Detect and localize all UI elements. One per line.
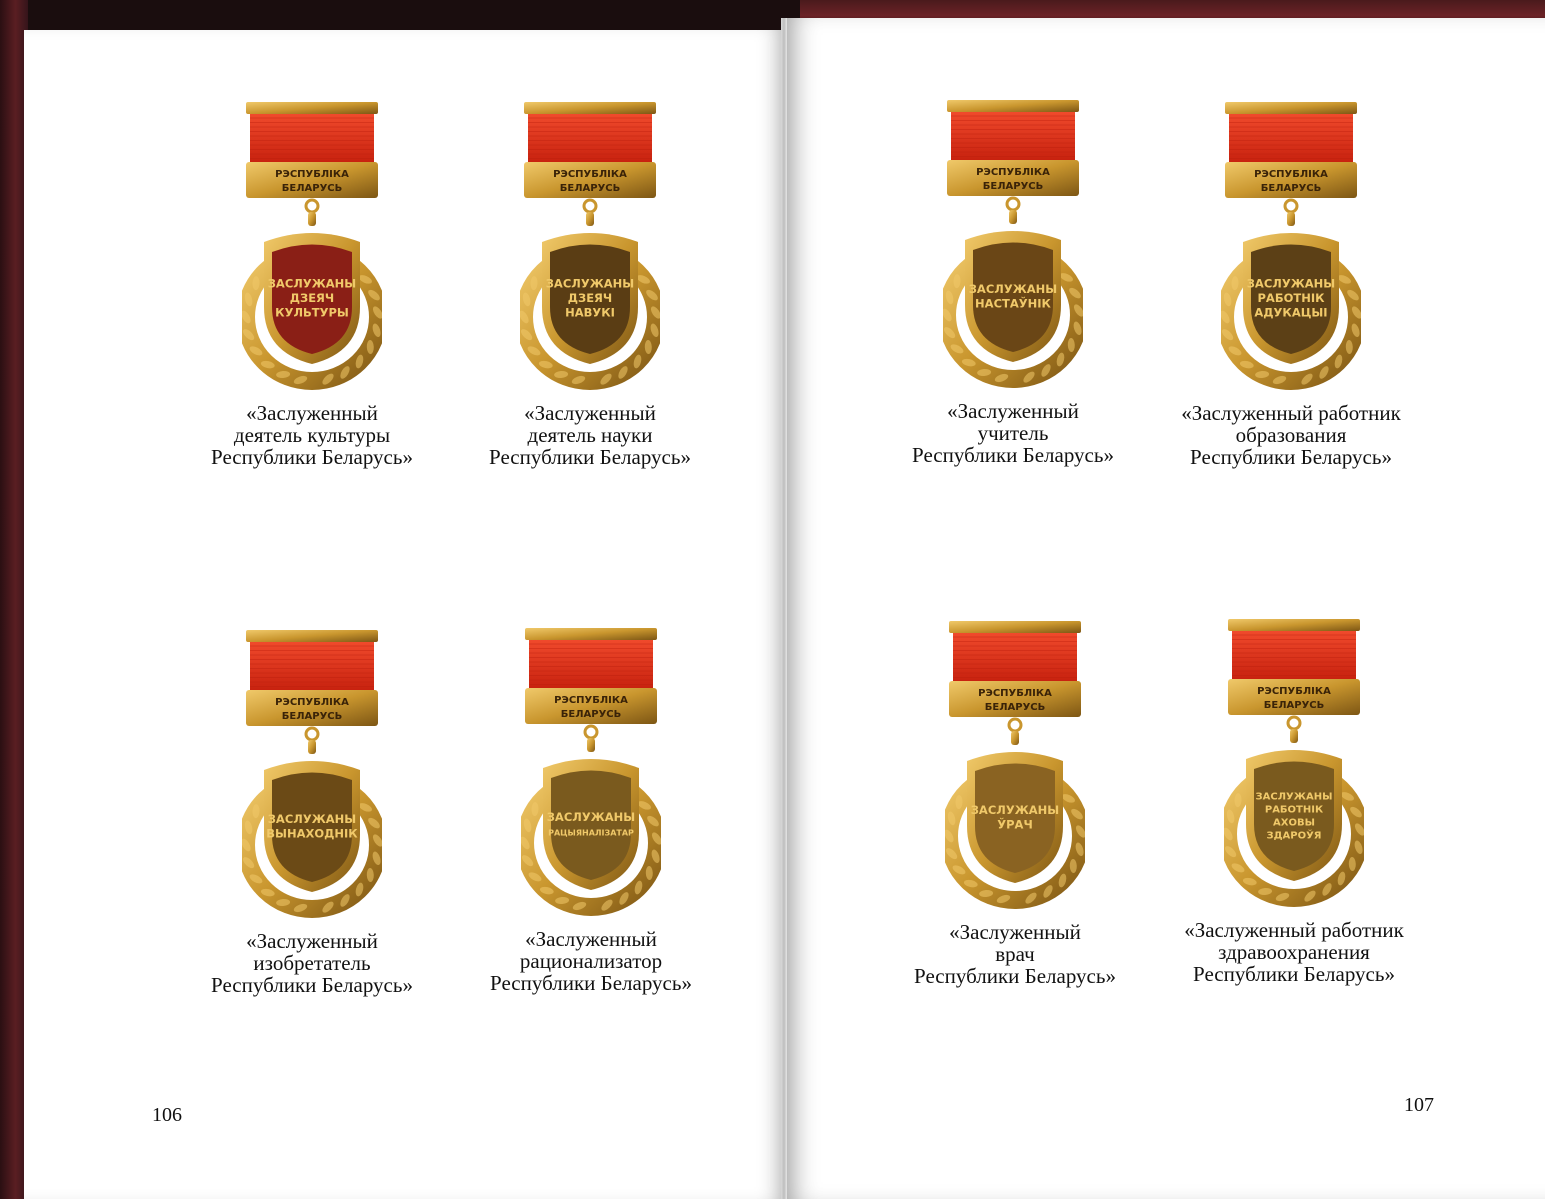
medal-shield-text: ДЗЕЯЧ (567, 291, 613, 305)
caption-line: «Заслуженный (246, 401, 378, 425)
caption-line: «Заслуженный работник (1181, 401, 1401, 425)
medal-top-bar (246, 102, 378, 114)
medal-entry (1164, 619, 1424, 1019)
medal-bar-text: БЕЛАРУСЬ (281, 711, 343, 722)
medal-image (242, 630, 382, 920)
medal-top-bar (949, 621, 1081, 633)
medal-caption (460, 402, 720, 468)
medal-shield-text: КУЛЬТУРЫ (275, 305, 349, 320)
medal-caption (461, 928, 721, 994)
caption-line: «Заслуженный (525, 927, 657, 951)
caption-line: Республики Беларусь» (1193, 962, 1395, 986)
medal-shield-text: ДЗЕЯЧ (289, 291, 335, 305)
medal-caption (883, 400, 1143, 466)
medal-image (1224, 619, 1364, 909)
medal-image (945, 621, 1085, 911)
caption-line: «Заслуженный (947, 399, 1079, 423)
medal-bar-text: БЕЛАРУСЬ (1260, 183, 1322, 194)
medal-shield-text: ЗАСЛУЖАНЫ (267, 276, 357, 291)
medal-shield-text: РАБОТНІК (1264, 804, 1324, 816)
medal-entry (461, 628, 721, 1028)
medal-entry (885, 621, 1145, 1021)
medal-bar-text: БЕЛАРУСЬ (982, 181, 1044, 192)
medal-shield-text: ВЫНАХОДНІК (266, 826, 358, 841)
medal-bar-text: РЭСПУБЛІКА (976, 167, 1050, 178)
medal-image (943, 100, 1083, 390)
medal-image (520, 102, 660, 392)
medal-shield-text: АДУКАЦЫІ (1254, 305, 1328, 320)
medal-bar-text: БЕЛАРУСЬ (281, 183, 343, 194)
medal-bar-text: РЭСПУБЛІКА (554, 695, 628, 706)
medal-entry (1161, 102, 1421, 502)
medal-bar-text: БЕЛАРУСЬ (559, 183, 621, 194)
medal-entry (460, 102, 720, 502)
caption-line: Республики Беларусь» (211, 973, 413, 997)
medal-bar-text: РЭСПУБЛІКА (553, 169, 627, 180)
medal-shield-text: ЎРАЧ (997, 817, 1033, 832)
caption-line: Республики Беларусь» (914, 964, 1116, 988)
medal-shield-text: АХОВЫ (1273, 817, 1315, 829)
medal-image (242, 102, 382, 392)
page-106 (24, 30, 784, 1199)
medal-shield-text: ЗАСЛУЖАНЫ (267, 811, 357, 826)
medal-ribbon (250, 114, 374, 162)
medal-entry (883, 100, 1143, 500)
medal-top-bar (246, 630, 378, 642)
medal-entry (182, 102, 442, 502)
medal-image (1221, 102, 1361, 392)
caption-line: «Заслуженный (524, 401, 656, 425)
caption-line: учитель (977, 421, 1049, 445)
medal-shield-text: НАСТАЎНІК (975, 296, 1051, 311)
medal-caption (885, 921, 1145, 987)
medal-shield-text: РАБОТНІК (1257, 291, 1325, 305)
caption-line: деятель культуры (233, 423, 391, 447)
medal-top-bar (524, 102, 656, 114)
medal-shield-text: ЗАСЛУЖАНЫ (968, 281, 1058, 296)
medal-ribbon (1229, 114, 1353, 162)
medal-shield-text: ЗАСЛУЖАНЫ (1246, 276, 1336, 291)
medal-bar-text: РЭСПУБЛІКА (1257, 686, 1331, 697)
medal-shield-text: ЗАСЛУЖАНЫ (1255, 791, 1333, 803)
medal-top-bar (947, 100, 1079, 112)
caption-line: Республики Беларусь» (211, 445, 413, 469)
caption-line: изобретатель (253, 951, 371, 975)
medal-shield-text: ЗАСЛУЖАНЫ (546, 809, 636, 824)
medal-bar-text: БЕЛАРУСЬ (984, 702, 1046, 713)
caption-line: рационализатор (519, 949, 663, 973)
medal-ribbon (953, 633, 1077, 681)
caption-line: «Заслуженный работник (1184, 918, 1404, 942)
caption-line: Республики Беларусь» (1190, 445, 1392, 469)
page-number: 106 (152, 1104, 182, 1126)
medal-top-bar (1228, 619, 1360, 631)
caption-line: здравоохранения (1218, 940, 1370, 964)
caption-line: деятель науки (527, 423, 653, 447)
caption-line: Республики Беларусь» (490, 971, 692, 995)
medal-shield-text: ЗАСЛУЖАНЫ (970, 802, 1060, 817)
caption-line: «Заслуженный (246, 929, 378, 953)
medal-caption (182, 402, 442, 468)
page-number: 107 (1404, 1094, 1434, 1116)
medal-bar-text: БЕЛАРУСЬ (560, 709, 622, 720)
medal-ribbon (528, 114, 652, 162)
medal-ribbon (951, 112, 1075, 160)
medal-caption (1161, 402, 1421, 468)
page-107 (784, 18, 1545, 1199)
medal-bar-text: БЕЛАРУСЬ (1263, 700, 1325, 711)
medal-shield-text: ЗАСЛУЖАНЫ (545, 276, 635, 291)
medal-ribbon (250, 642, 374, 690)
medal-caption (1164, 919, 1424, 985)
medal-bar-text: РЭСПУБЛІКА (1254, 169, 1328, 180)
medal-bar-text: РЭСПУБЛІКА (275, 169, 349, 180)
caption-line: «Заслуженный (949, 920, 1081, 944)
book-gutter (781, 18, 787, 1199)
medal-caption (182, 930, 442, 996)
medal-shield-text: НАВУКІ (565, 305, 615, 320)
medal-entry (182, 630, 442, 1030)
medal-ribbon (529, 640, 653, 688)
caption-line: образования (1235, 423, 1347, 447)
medal-top-bar (525, 628, 657, 640)
medal-shield-text: РАЦЫЯНАЛІЗАТАР (548, 828, 634, 838)
medal-shield-text: ЗДАРОЎЯ (1266, 830, 1322, 842)
caption-line: Республики Беларусь» (912, 443, 1114, 467)
caption-line: Республики Беларусь» (489, 445, 691, 469)
medal-bar-text: РЭСПУБЛІКА (275, 697, 349, 708)
medal-top-bar (1225, 102, 1357, 114)
medal-image (521, 628, 661, 918)
medal-ribbon (1232, 631, 1356, 679)
medal-bar-text: РЭСПУБЛІКА (978, 688, 1052, 699)
caption-line: врач (995, 942, 1035, 966)
